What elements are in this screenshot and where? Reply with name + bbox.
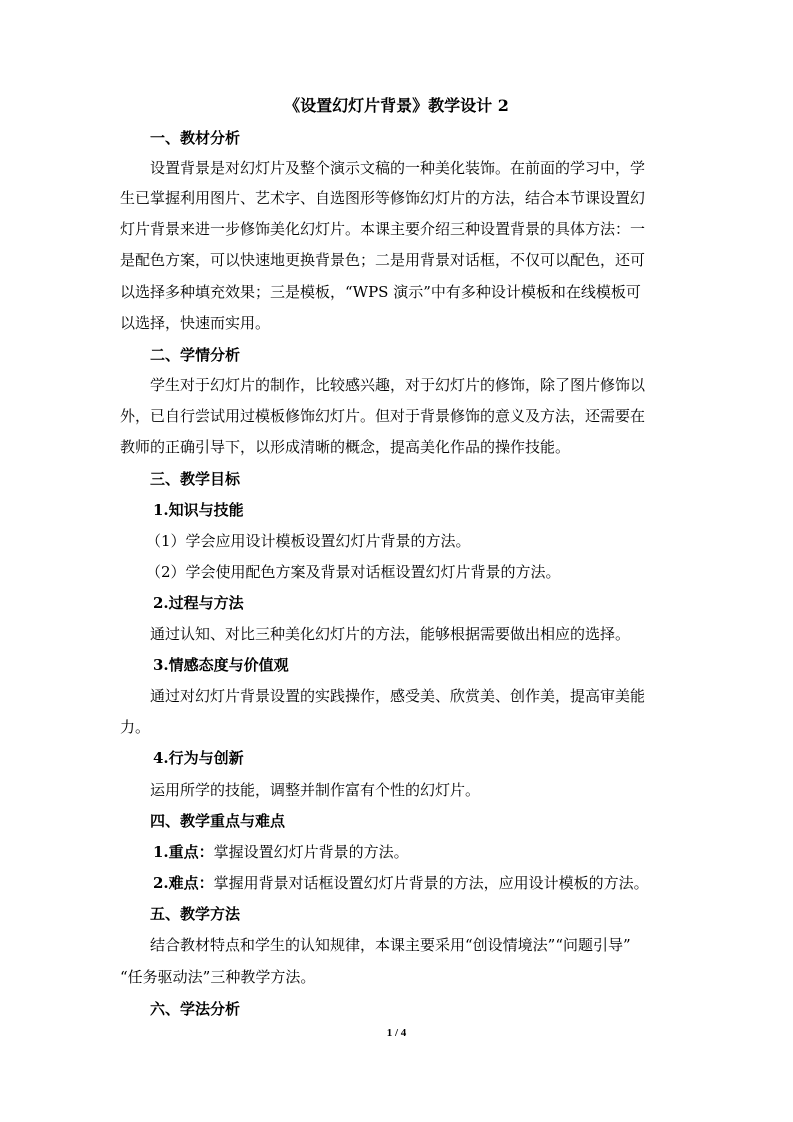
paragraph-line: 通过对幻灯片背景设置的实践操作，感受美、欣赏美、创作美，提高审美能 — [150, 687, 646, 705]
paragraph-line: 教师的正确引导下，以形成清晰的概念，提高美化作品的操作技能。 — [120, 438, 571, 456]
paragraph-line: 力。 — [120, 718, 151, 736]
section-heading-teaching-goals: 三、教学目标 — [150, 470, 241, 488]
key-point-text: 掌握设置幻灯片背景的方法。 — [213, 843, 409, 861]
paragraph-line: 生已掌握利用图片、艺术字、自选图形等修饰幻灯片的方法，结合本节课设置幻 — [120, 189, 646, 207]
difficult-point-label: 2.难点： — [153, 874, 214, 892]
key-point-label: 1.重点： — [153, 843, 214, 861]
list-item: （2）学会使用配色方案及背景对话框设置幻灯片背景的方法。 — [146, 563, 561, 581]
paragraph-line: 通过认知、对比三种美化幻灯片的方法，能够根据需要做出相应的选择。 — [150, 625, 631, 643]
subheading-knowledge-skills: 1.知识与技能 — [153, 501, 244, 519]
paragraph-line: 是配色方案，可以快速地更换背景色；二是用背景对话框，不仅可以配色，还可 — [120, 251, 646, 269]
difficult-point-item — [153, 872, 713, 894]
subheading-emotion-values: 3.情感态度与价值观 — [153, 656, 289, 674]
difficult-point-text: 掌握用背景对话框设置幻灯片背景的方法，应用设计模板的方法。 — [213, 874, 649, 892]
paragraph-line: 外，已自行尝试用过模板修饰幻灯片。但对于背景修饰的意义及方法，还需要在 — [120, 407, 646, 425]
paragraph-line: 运用所学的技能，调整并制作富有个性的幻灯片。 — [150, 781, 481, 799]
paragraph-line: 以选择，快速而实用。 — [120, 314, 271, 332]
paragraph-line: 结合教材特点和学生的认知规律，本课主要采用“创设情境法”“问题引导” — [150, 936, 631, 954]
subheading-process-method: 2.过程与方法 — [153, 594, 244, 612]
document-title: 《设置幻灯片背景》教学设计 2 — [284, 96, 509, 115]
paragraph-line: “任务驱动法”三种教学方法。 — [120, 968, 316, 986]
page-number: 1 / 4 — [386, 1027, 407, 1039]
paragraph-line: 学生对于幻灯片的制作，比较感兴趣，对于幻灯片的修饰，除了图片修饰以 — [150, 376, 646, 394]
subheading-behavior-innovation: 4.行为与创新 — [153, 749, 244, 767]
section-heading-learner-analysis: 二、学情分析 — [150, 346, 241, 364]
key-point-item — [153, 841, 713, 863]
section-heading-key-points: 四、教学重点与难点 — [150, 812, 286, 830]
section-heading-teaching-methods: 五、教学方法 — [150, 905, 241, 923]
paragraph-line: 灯片背景来进一步修饰美化幻灯片。本课主要介绍三种设置背景的具体方法：一 — [120, 220, 646, 238]
paragraph-line: 以选择多种填充效果；三是模板，“WPS 演示”中有多种设计模板和在线模板可 — [120, 283, 641, 301]
section-heading-learning-methods: 六、学法分析 — [150, 1000, 241, 1018]
section-heading-textbook-analysis: 一、教材分析 — [150, 129, 241, 147]
paragraph-line: 设置背景是对幻灯片及整个演示文稿的一种美化装饰。在前面的学习中，学 — [150, 159, 646, 177]
list-item: （1）学会应用设计模板设置幻灯片背景的方法。 — [146, 532, 471, 550]
